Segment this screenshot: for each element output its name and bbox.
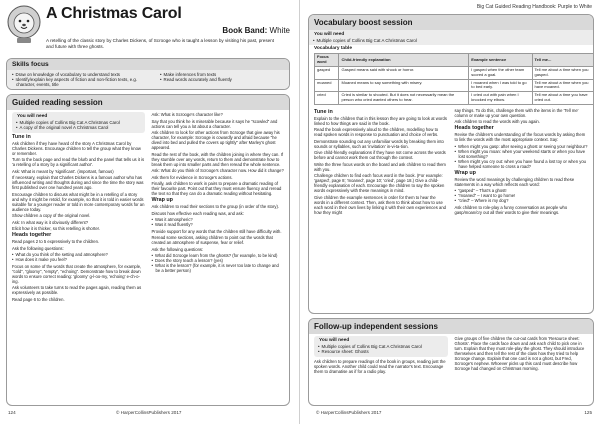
table-cell: Tell me about a time when you gasped.: [532, 67, 594, 80]
bullet-list: [152, 253, 285, 273]
paragraph: Read page 6 to the children.: [12, 296, 65, 302]
bullet-item: • What is the lesson? (for example, it is never too late to change and be a better person): [156, 263, 285, 273]
right-page: [300, 0, 600, 424]
book-band: [222, 26, 290, 35]
skill-item: • Draw on knowledge of vocabulary to understand texts: [16, 72, 152, 77]
vocab-table: [314, 53, 594, 104]
footer-copyright-right: © HarperCollinsPublishers 2017: [316, 410, 382, 415]
bullet-item: • How does it make you feel?: [16, 257, 145, 262]
table-cell: Cried is similar to shouted. But it does not necessarily mean the person who cried wanted others to hear.: [339, 92, 469, 105]
section-subheading: Heads together: [12, 232, 52, 239]
table-cell: Moaned means to say something with misery.: [339, 79, 469, 92]
guided-column-2: [152, 112, 285, 303]
table-header: Focus word: [315, 54, 339, 67]
section-subheading: Heads together: [454, 125, 494, 132]
paragraph: Reread some sections, asking children to point out the words that created an atmosphere of suspense, fear or relief.: [151, 235, 273, 245]
skill-item: • Make inferences from texts: [164, 72, 232, 77]
vocab-need-box: [309, 30, 593, 45]
need-list: [12, 120, 145, 133]
followup-need-list: [314, 344, 448, 357]
bullet-item: • Was it read fluently?: [156, 222, 285, 227]
section-subheading: Tune in: [314, 108, 333, 115]
bullet-list: [455, 144, 589, 169]
paragraph: Show children a copy of the original novel.: [12, 213, 91, 219]
need-title: You will need: [17, 114, 48, 119]
bullet-list: [12, 252, 145, 262]
paragraph: Read the rest of the book, with the children joining in where they can. If they stumble over any words, return to them and demonstrate how to break them up into smaller parts and then reread the whole sentence.: [151, 151, 284, 167]
followup-need-box: [314, 336, 448, 357]
vocab-box: [308, 14, 594, 314]
section-subheading: Wrap up: [151, 197, 173, 203]
paragraph: Give child-friendly explanations if they have not come across the words before and cannot work them out through the context.: [314, 150, 446, 161]
bullet-item: • "moaned" – I want to go home!: [459, 193, 589, 198]
lion-logo-icon: [6, 4, 42, 44]
skill-item: • Read words accurately and fluently: [164, 77, 232, 82]
paragraph: Ask children to role-play a funny conversation as people who gasp/moan/cry out all their words to give their meanings.: [454, 204, 568, 215]
page-title: A Christmas Carol: [46, 5, 182, 22]
guided-column-1: [12, 112, 145, 303]
paragraph: Encourage children to discuss what might be in a retelling of a story and why it might be retold, for example, so that it is told in easier words suitable for a younger reader or told in more contemporary words for an audience today.: [12, 191, 145, 212]
paragraph: Finally, ask children to work in pairs to prepare a dramatic reading of their favourite part. Point out that they must ensure fluency and reread the text so that they can do a dramatic reading without hesitating.: [151, 181, 282, 196]
table-row: [315, 67, 594, 80]
book-band-label: Book Band:: [222, 26, 268, 35]
bullet-item: • What do you think of the setting and atmosphere?: [16, 252, 145, 257]
skill-item: • Identify/explain key aspects of fiction and non-fiction texts, e.g. character, events, title: [16, 77, 152, 87]
paragraph: Provide support for any words that the children still have difficulty with.: [151, 228, 282, 234]
bullet-list: [152, 217, 285, 227]
skills-heading: Skills focus: [7, 59, 289, 70]
vocab-need-list: [309, 38, 593, 45]
paragraph: Read the book expressively aloud to the children, modelling how to read spoken words in response to punctuation and choice of verbs.: [314, 127, 439, 138]
section-subheading: Tune in: [12, 133, 31, 140]
paragraph: Turn to the back page and read the blurb and the panel that tells us it is 'a retelling of a story by a significant author'.: [12, 157, 145, 168]
paragraph: Ask children to look for other actions from Scrooge that give away his character, for example: Scrooge is cowardly and afraid because "he dived into bed and pulled the covers up tightly" after Marley's ghost appeared.: [151, 130, 280, 150]
paragraph: Ask: What do you think of Scrooge's character now. How did it change?: [151, 168, 284, 173]
guided-reading-box: [6, 94, 290, 406]
need-item: • A copy of the original novel A Christmas Carol: [20, 125, 140, 130]
paragraph: Review the word meanings by challenging children to read these statements in a way which reflects each word:: [454, 176, 575, 187]
footer-page-number: 124: [8, 410, 16, 415]
paragraph: Ask: In what way is it obviously different?: [12, 219, 89, 225]
paragraph: Ask: What is Scrooge's character like?: [151, 112, 223, 117]
vocab-column-1: [314, 108, 448, 217]
need-box: [12, 112, 145, 133]
paragraph: Ask volunteers to take turns to read the pages again, reading them as expressively as possible.: [12, 285, 142, 296]
need-item: • Resource sheet: Ghosts: [322, 349, 443, 354]
followup-need-title: You will need: [319, 338, 350, 343]
table-cell: I cried out with pain when I knocked my elbow.: [469, 92, 532, 105]
paragraph: Ask them for evidence in Scrooge's actions.: [151, 174, 233, 180]
bullet-list: [455, 188, 589, 203]
bullet-item: • When might you gasp: after seeing a ghost or seeing your neighbour?: [459, 144, 589, 149]
paragraph: Ask: What is meant by 'significant'. (important, famous): [12, 168, 114, 174]
table-row: [315, 92, 594, 105]
paragraph: Write the three focus words on the board and ask children to read them with you.: [314, 161, 446, 172]
table-cell: Tell me about a time you have cried out.: [532, 92, 594, 105]
paragraph: Ask the following questions:: [12, 245, 64, 251]
paragraph: Focus on some of the words that create the atmosphere, for example, "cold", "gloomy", "empty", "echoing". Demonstrate how to break down words to ensure correct reading: 'gloomy' g-l-oo-my, 'echoing' e-ch-o-ing.: [12, 263, 142, 284]
followup-box: [308, 318, 594, 406]
paragraph: Ask children to read the words with you again.: [454, 119, 540, 125]
followup-column-2: [455, 336, 589, 375]
paragraph: Elicit how it is thicker, so this retelling is shorter.: [12, 226, 100, 232]
need-item: • Multiple copies of Collins Big Cat A Christmas Carol: [322, 344, 443, 349]
table-header: Example sentence: [469, 54, 532, 67]
paragraph: say things. To do this, challenge them with the items in the 'Tell me' column or make up your own question.: [454, 107, 579, 118]
intro-text: A retelling of the classic story by Charles Dickens, of Scrooge who is taught a lesson by visiting his past, present and future with three ghosts.: [46, 38, 275, 49]
skills-list-1: [12, 72, 152, 88]
need-item: • Multiple copies of Collins Big Cat A Christmas Carol: [20, 120, 140, 125]
table-header: Tell me...: [532, 54, 594, 67]
table-header: Child-friendly explanation: [339, 54, 469, 67]
skills-box: [6, 58, 290, 90]
paragraph: If necessary, explain that Charles Dickens is a famous author who has influenced writing and thoughts during and since the time the story was first published over one hundred years ago.: [12, 175, 144, 191]
table-cell: Tell me about a time when you have moaned.: [532, 79, 594, 92]
paragraph: Say that you think he is miserable because it says he "scowled" and actions can tell you a lot about a character.: [151, 118, 278, 129]
paragraph: Give groups of five children the cut-out cards from 'Resource sheet: Ghosts'. Place the cards face down and ask each child to pick one in turn. Explain that they must role-play the ghost. They should introduce themselves and then tell the rest of the class how they tried to help Scrooge change. Explain that one card is not a ghost, but Fred, Scrooge's nephew. Whoever picks up this card must describe how Scrooge had changed on Christmas morning.: [454, 336, 585, 371]
bullet-item: • Was it atmospheric?: [156, 217, 285, 222]
paragraph: Challenge children to find each focus word in the book. (For example: 'gasped', page 8; 'moaned', page 10; 'cried', page 18.) Give a child-friendly explanation of each. Encourage the children to say the spoken words expressively with these meanings in mind.: [314, 173, 445, 194]
table-cell: gasped: [315, 67, 339, 80]
section-subheading: Wrap up: [454, 169, 476, 176]
table-row: [315, 79, 594, 92]
need-item: • Multiple copies of Collins Big Cat A Christmas Carol: [317, 38, 588, 43]
table-cell: cried: [315, 92, 339, 105]
paragraph: Explain to the children that in this lesson they are going to look at words linked to how things are said in the book.: [314, 115, 447, 126]
vocab-column-2: [455, 108, 589, 217]
skills-list-2: [160, 72, 232, 88]
running-head: Big Cat Guided Reading Handbook: Purple to White: [476, 4, 592, 10]
vocab-heading: Vocabulary boost session: [309, 15, 593, 30]
paragraph: Ask children to read their sections to the group (in order of the story).: [151, 204, 280, 209]
guided-heading: Guided reading session: [7, 95, 289, 110]
paragraph: Give children the example sentences in order for them to hear the words in a different context. Then, ask them to think about how to use each word in their own lives by linking it with their own experiences and how they might: [314, 194, 446, 215]
followup-column-1: [314, 336, 448, 375]
bullet-item: • When might you cry out: when you have found a lost toy or when you have helped someone to cross a road?: [459, 159, 589, 169]
bullet-item: • "gasped" – That's a ghost!: [459, 188, 589, 193]
paragraph: Read pages 2 to 5 expressively to the children.: [12, 239, 100, 245]
bullet-item: • Does the story teach a lesson? (yes): [156, 258, 285, 263]
footer-page-number-right: 125: [584, 410, 592, 415]
book-band-value: White: [269, 26, 290, 35]
paragraph: Demonstrate sounding out any unfamiliar words by breaking them into sounds or syllables, such as 'invitation' in-vi-ta-tion.: [314, 138, 444, 149]
table-cell: moaned: [315, 79, 339, 92]
vocab-need-title: You will need: [314, 32, 345, 37]
table-cell: I moaned when I was told to go to bed early.: [469, 79, 532, 92]
paragraph: Ask the following questions:: [151, 246, 204, 252]
paragraph: Discuss how effective each reading was, and ask:: [151, 210, 244, 216]
paragraph: Revise the children's understanding of the focus words by asking them to link the words with the most appropriate context. Say:: [454, 132, 586, 143]
paragraph: Ask children to prepare readings of the book in groups, reading just the spoken words. Another child could read the narrator's text. Encourage them to dramatise as if for a radio play.: [314, 358, 446, 374]
table-cell: Gasped means said with shock or horror.: [339, 67, 469, 80]
bullet-item: • When might you moan: when your weekend starts or when you have lost something?: [459, 149, 589, 159]
bullet-item: • What did Scrooge learn from the ghosts? (for example, to be kind): [156, 253, 285, 258]
footer-copyright: © HarperCollinsPublishers 2017: [116, 410, 182, 415]
vocab-table-title: Vocabulary table: [314, 46, 353, 52]
followup-heading: Follow-up independent sessions: [309, 319, 593, 334]
bullet-item: • "cried" – Where is my dog?: [459, 198, 589, 203]
table-cell: I gasped when the other team scored a goal.: [469, 67, 532, 80]
paragraph: Ask children if they have heard of the story A Christmas Carol by Charles Dickens. Encourage children to tell the group what they know or remember.: [12, 140, 141, 156]
